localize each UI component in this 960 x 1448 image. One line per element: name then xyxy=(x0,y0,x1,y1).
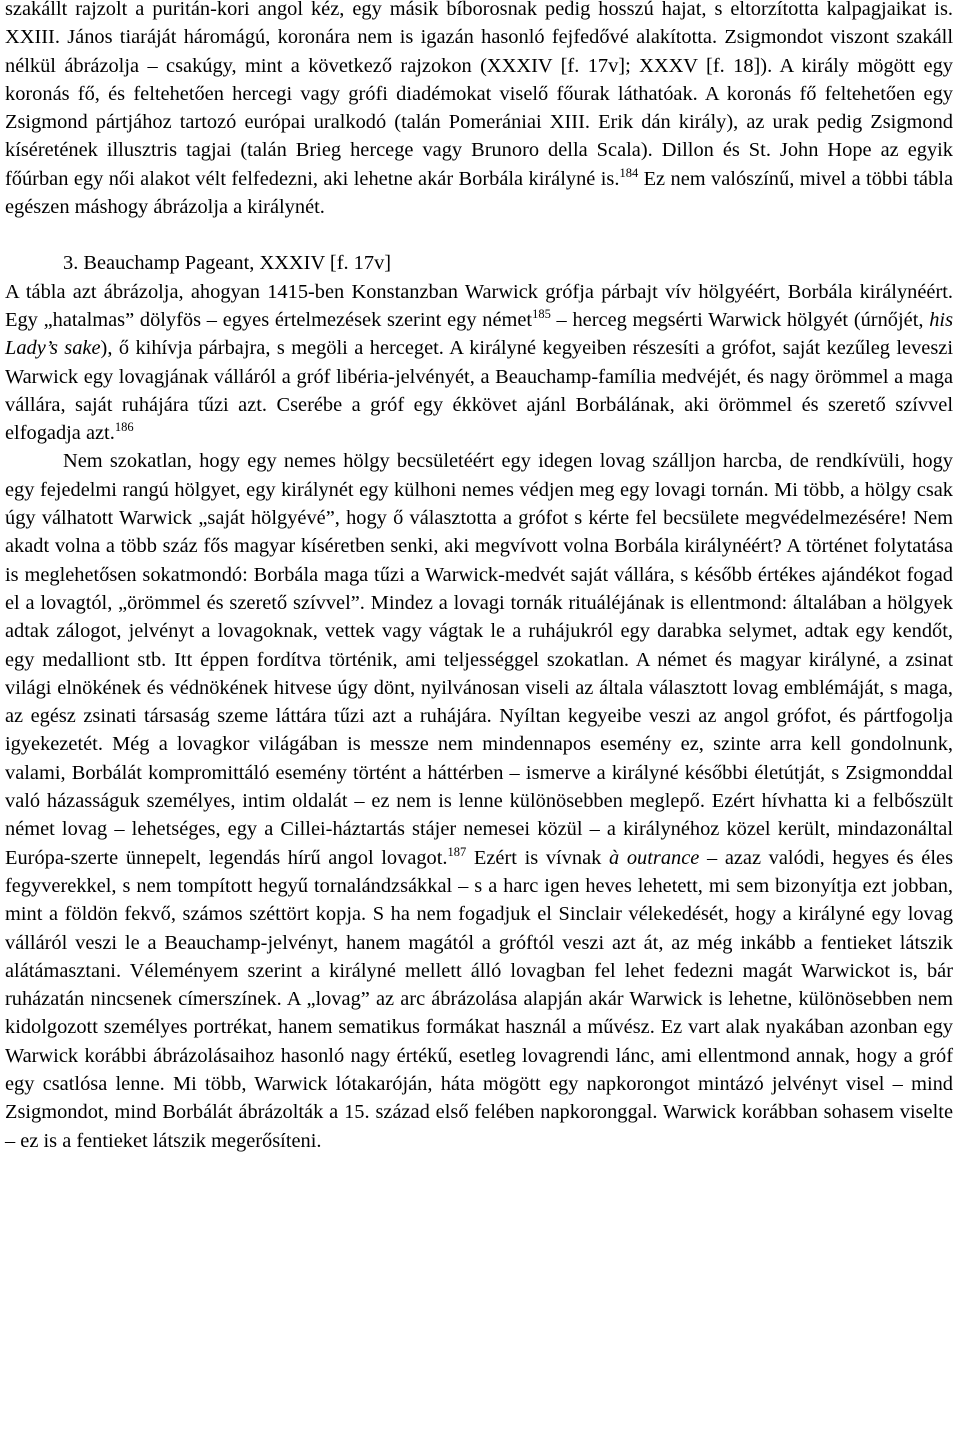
paragraph-text: A tábla azt ábrázolja, ahogyan 1415-ben Konstanzban Warwick grófja párbajt vív hölgyéért, Borbála királynéért. Egy „hatalmas” dölyfös – egyes értelmezések szerint egy német xyxy=(5,280,953,331)
paragraph-text: Nem szokatlan, hogy egy nemes hölgy becsületéért egy idegen lovag szálljon harcba, de rendkívüli, hogy egy fejedelmi rangú hölgyet, egy királynét egy külhoni nemes védjen meg egy lovagi tornán. Mi több, a hölgy csak úgy válhatott Warwick „saját hölgyévé”, hogy ő választotta a grófot s kérte fel becsülete megvédelmezésére! Nem akadt volna a több száz fős magyar kíséretben senki, aki megvívott volna Borbála királynéért? A történet folytatása is meglehetősen sokatmondó: Borbála maga tűzi a Warwick-medvét saját vállára, s később értékes ajándékot fogad el a lovagtól, „örömmel és szerető szívvel”. Mindez a lovagi tornák rituáléjának is ellentmond: általában a hölgyek adtak zálogot, jelvényt a lovagoknak, vettek vagy vágtak le a ruhájukról egy darabka selymet, adtak egy kendőt, egy medalliont stb. Itt éppen fordítva történik, ami teljességgel szokatlan. A német és magyar királyné, a zsinat világi elnökének és védnökének hitvese úgy dönt, nyilvánosan viseli az általa választott lovag emblémáját, s maga, az egész zsinati társaság szeme láttára tűzi azt a ruhájára. Nyíltan kegyeibe veszi az angol grófot, és pártfogolja igyekezetét. Még a lovagkor világában is messze nem mindennapos esemény ez, szinte arra kell gondolnunk, valami, Borbálát kompromittáló esemény történt a háttérben – ismerve a királyné későbbi életútját, s Zsigmonddal való házasságuk személyes, intim oldalát – ez nem is lenne különösebben meglepő. Ezért hívhatta ki a felbőszült német lovag – lehetséges, egy a Cillei-háztartás stájer nemesei közül – a királynéhoz közel került, mindazonáltal Európa-szerte ünnepelt, legendás hírű angol lovagot. xyxy=(5,450,953,869)
paragraph-text: – azaz valódi, hegyes és éles fegyverekkel, s nem tompított hegyű tornalándzsákkal – s a harc igen heves lehetett, mi sem bizonyítja ezt jobban, mint a földön fekvő, számos széttört kopja. S ha nem fogadjuk el Sinclair vélekedését, hogy a királyné egy lovag válláról veszi le a Beauchamp-jelvényt, hanem magától a gróftól veszi azt át, az még inkább a fentieket látszik alátámasztani. Véleményem szerint a királyné mellett álló lovagban fel lehet fedezni magát Warwickot is, bár ruházatán nincsenek címerszínek. A „lovag” az arc ábrázolása alapján akár Warwick is lehetne, különösebben nem kidolgozott személyes portrékat, hanem sematikus formákat használ a művész. Ez vart alak nyakában azonban egy Warwick korábbi ábrázolásaihoz hasonló nagy értékű, esetleg lovagrendi lánc, ami ellentmond annak, hogy a gróf egy csatlósa lenne. Mi több, Warwick lótakaróján, háta mögött egy napkorongot mintázó jelvényt visel – mind Zsigmondot, mind Borbálát ábrázolták a 15. század első felében napkoronggal. Warwick korábban sohasem viselte – ez is a fentieket látszik megerősíteni. xyxy=(5,846,953,1152)
paragraph-text: szakállt rajzolt a puritán-kori angol kéz, egy másik bíborosnak pedig hosszú hajat, s eltorzította kalpagjaikat is. XXIII. János tiaráját háromágú, koronára nem is igazán hasonló fejfedővé alakította. Zsigmondot viszont szakáll nélkül ábrázolja – csakúgy, mint a következő rajzokon (XXXIV [f. 17v]; XXXV [f. 18]). A király mögött egy koronás fő, és feltehetően hercegi vagy grófi diadémokat viselő főurak láthatóak. A koronás fő feltehetően egy Zsigmond pártjához tartozó európai uralkodó (talán Pomerániai XIII. Erik dán király), az urak pedig Zsigmond kíséretének illusztris tagjai (talán Brieg hercege vagy Brunoro della Scala). Dillon és St. John Hope az egyik főúrban egy női alakot vélt felfedezni, aki lehetne akár Borbála királyné is. xyxy=(5,0,953,190)
section-gap xyxy=(5,221,953,249)
section-heading: 3. Beauchamp Pageant, XXXIV [f. 17v] xyxy=(63,252,392,275)
footnote-marker[interactable]: 187 xyxy=(447,844,467,859)
paragraph-text: Ez nem valószínű, mivel a többi tábla egészen máshogy ábrázolja a királynét. xyxy=(5,167,953,219)
footnote-marker[interactable]: 184 xyxy=(619,165,639,180)
continued-paragraph xyxy=(5,0,953,221)
paragraph xyxy=(5,447,953,1154)
italic-phrase: his Lady’s sake xyxy=(5,308,953,360)
paragraph-text: Ezért is vívnak xyxy=(466,846,609,869)
paragraph xyxy=(5,278,953,448)
paragraph-text: ), ő kihívja párbajra, s megöli a herceget. A királyné kegyeiben részesíti a grófot, saját kezűleg leveszi Warwick egy lovagjának válláról a gróf libéria-jelvényét, a Beauchamp-família medvéjét, és nagy örömmel a maga vállára, saját ruhájára tűzi azt. Cserébe a gróf egy ékkövet ajánl Borbálának, aki örömmel és szerető szívvel elfogadja azt. xyxy=(5,337,953,445)
footnote-marker[interactable]: 186 xyxy=(114,420,134,435)
paragraph-text: – herceg megsérti Warwick hölgyét (úrnőjét, xyxy=(550,308,930,331)
italic-phrase: à outrance xyxy=(609,846,700,869)
footnote-marker[interactable]: 185 xyxy=(532,306,551,321)
